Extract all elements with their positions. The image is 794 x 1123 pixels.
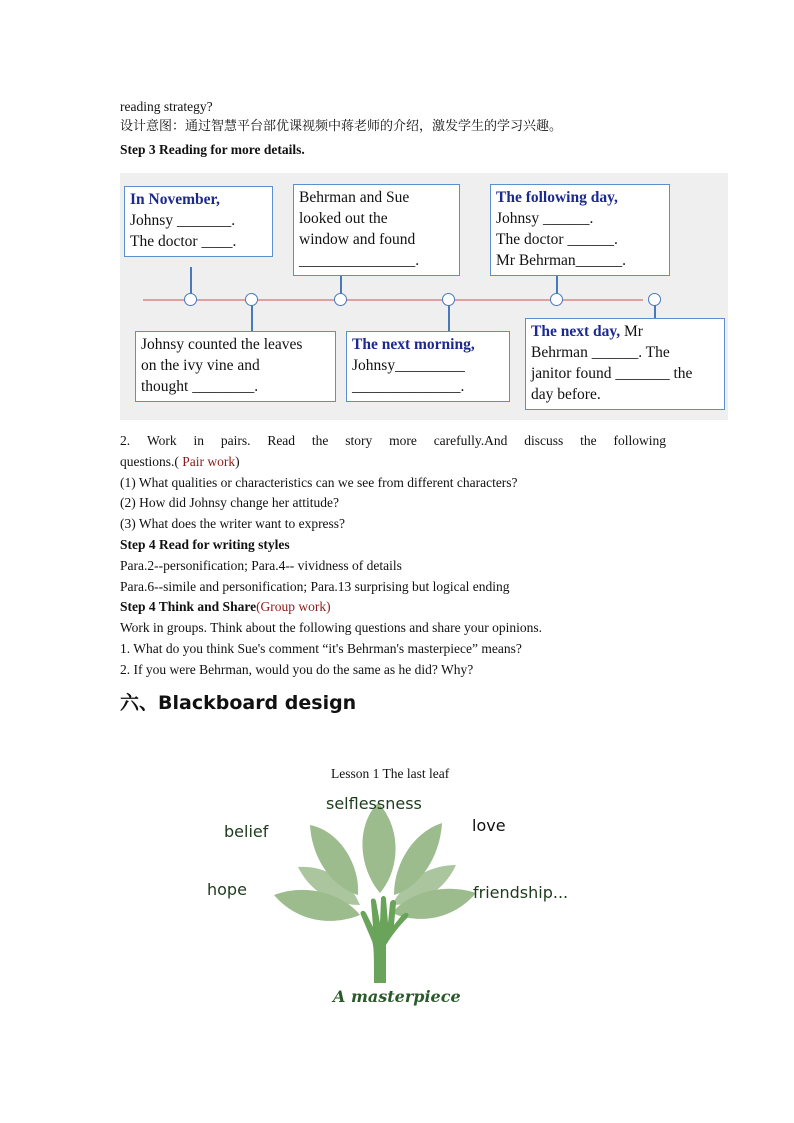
box-line: ______________. [352,378,465,395]
box-heading: In November, [130,191,220,208]
box-line: janitor found _______ the [531,365,693,382]
question-1: (1) What qualities or characteristics can we see from different characters? [120,475,518,490]
tree-illustration [270,795,480,985]
box-line: Johnsy_________ [352,357,465,374]
text: questions.( [120,454,183,469]
box-line: thought ________. [141,378,259,395]
word-masterpiece: A masterpiece [333,987,461,1006]
word: Read [267,433,296,448]
box-heading: The following day, [496,189,618,206]
timeline-node-2 [245,293,258,306]
question-3: (3) What does the writer want to express? [120,516,346,531]
timeline-box-next-day [525,318,725,410]
word: Work [146,433,177,448]
group-work-label: (Group work) [256,599,331,614]
box-line: Johnsy ______. [496,210,594,227]
word-hope: hope [207,880,247,899]
step4-think-heading [120,598,331,616]
box-line: Johnsy _______. [130,212,236,229]
timeline-node-5 [550,293,563,306]
word: in [193,433,204,448]
box-line: _______________. [299,252,420,269]
timeline-node-6 [648,293,661,306]
word: the [311,433,329,448]
stem-1 [190,267,192,295]
box-line: on the ivy vine and [141,357,260,374]
writing-style-line-1: Para.2--personification; Para.4-- vividness of details [120,558,402,573]
timeline-box-november [124,186,273,257]
text-reading-strategy: reading strategy? [120,99,213,114]
word-friendship: friendship... [473,883,569,902]
writing-style-line-2: Para.6--simile and personification; Para.13 surprising but logical ending [120,579,510,594]
pair-work-label: Pair work [182,454,236,469]
timeline-node-4 [442,293,455,306]
timeline-box-next-morning [346,331,510,402]
box-heading-rest: Mr [620,323,643,340]
pair-work-line-1 [120,432,666,450]
blackboard-heading: 六、Blackboard design [120,692,357,714]
think-question-1: 1. What do you think Sue's comment “it's Behrman's masterpiece” means? [120,641,522,656]
word-love: love [472,816,506,835]
word: pairs. [220,433,251,448]
step3-heading: Step 3 Reading for more details. [120,142,305,157]
text: ) [235,454,240,469]
box-line: day before. [531,386,601,403]
timeline-box-following-day [490,184,670,276]
stem-6 [654,305,656,319]
lesson-title: Lesson 1 The last leaf [331,766,450,781]
word-belief: belief [224,822,269,841]
step4-read-heading: Step 4 Read for writing styles [120,537,290,552]
word: 2. [120,433,131,448]
box-heading: The next morning, [352,336,475,353]
box-line: Johnsy counted the leaves [141,336,303,353]
word: story [345,433,373,448]
box-line: The doctor ____. [130,233,237,250]
leaf-center [362,803,395,893]
word: discuss [524,433,564,448]
box-line: The doctor ______. [496,231,618,248]
word-selflessness: selflessness [326,794,422,813]
box-line: window and found [299,231,416,248]
timeline-box-window [293,184,460,276]
box-heading: The next day, [531,323,621,340]
group-instructions: Work in groups. Think about the following questions and share your opinions. [120,620,542,635]
word: more [389,433,417,448]
timeline-node-1 [184,293,197,306]
timeline-diagram [120,173,728,420]
heading-text: Step 4 Think and Share [120,599,257,614]
box-line: Behrman and Sue [299,189,410,206]
question-2: (2) How did Johnsy change her attitude? [120,495,339,510]
timeline-box-counted-leaves [135,331,336,402]
design-intent-text: 设计意图：通过智慧平台部优课视频中蒋老师的介绍，激发学生的学习兴趣。 [120,119,563,134]
word: the [580,433,597,448]
box-line: Behrman ______. The [531,344,670,361]
timeline-node-3 [334,293,347,306]
word: following [613,433,666,448]
box-line: Mr Behrman______. [496,252,627,269]
timeline-axis [143,299,643,301]
word: carefully.And [433,433,508,448]
box-line: looked out the [299,210,388,227]
pair-work-line-2 [120,453,240,471]
think-question-2: 2. If you were Behrman, would you do the same as he did? Why? [120,662,474,677]
